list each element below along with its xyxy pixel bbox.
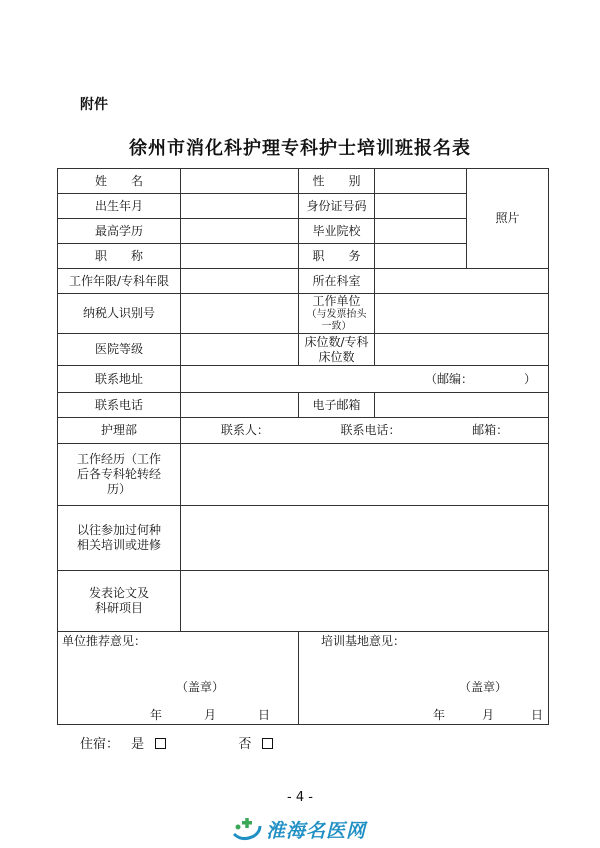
beds-label: 床位数/专科床位数 [299,334,375,366]
base-opinion-label: 培训基地意见： [321,634,406,648]
unit-year-label: 年 [150,708,163,722]
position-label: 职 务 [299,244,375,269]
past-training-field[interactable] [181,506,549,571]
department-label: 所在科室 [299,269,375,294]
lodging-no-option[interactable] [238,737,281,752]
work-years-label: 工作年限/专科年限 [58,269,181,294]
graduate-school-label: 毕业院校 [299,219,375,244]
registration-form [57,168,549,725]
employer-label [299,294,375,334]
papers-field[interactable] [181,571,549,632]
papers-label: 发表论文及科研项目 [58,571,181,632]
title-rank-field[interactable] [181,244,299,269]
id-number-label: 身份证号码 [299,194,375,219]
education-label: 最高学历 [58,219,181,244]
unit-opinion-label: 单位推荐意见： [62,634,147,648]
attachment-label: 附件 [80,97,108,113]
title-rank-label: 职 称 [58,244,181,269]
base-date [433,708,543,723]
tax-id-label: 纳税人识别号 [58,294,181,334]
contact-email-label: 邮箱： [472,423,509,437]
postcode-label: （邮编： [425,371,474,386]
email-field[interactable] [375,393,549,418]
contact-person-label: 联系人： [220,423,269,437]
graduate-school-field[interactable] [375,219,467,244]
site-logo [232,816,366,843]
lodging-yes-label: 是 [131,737,145,752]
employer-note: （与发票抬头一致） [306,309,367,332]
lodging-row [80,733,289,752]
id-number-field[interactable] [375,194,467,219]
employer-field[interactable] [375,294,549,334]
base-year-label: 年 [433,708,446,722]
work-history-field[interactable] [181,444,549,506]
department-field[interactable] [375,269,549,294]
form-title: 徐州市消化科护理专科护士培训班报名表 [129,138,471,159]
lodging-no-label: 否 [238,737,252,752]
base-day-label: 日 [530,708,543,722]
hospital-level-label: 医院等级 [58,334,181,366]
employer-label-text: 工作单位 [312,294,361,308]
lodging-label: 住宿： [80,737,120,752]
base-month-label: 月 [481,708,494,722]
name-field[interactable] [181,169,299,194]
address-field[interactable] [181,366,549,393]
gender-label: 性 别 [299,169,375,194]
logo-mark-icon [232,818,262,842]
unit-seal-label: （盖章） [176,680,225,694]
nursing-dept-field[interactable] [181,418,549,444]
contact-phone-label: 联系电话： [340,423,401,437]
gender-field[interactable] [375,169,467,194]
photo-label: 照片 [495,211,520,225]
work-history-label: 工作经历（工作后各专科轮转经历） [58,444,181,506]
photo-box[interactable] [467,169,549,269]
work-years-field[interactable] [181,269,299,294]
address-label: 联系地址 [58,366,181,393]
birth-field[interactable] [181,194,299,219]
past-training-label: 以往参加过何种相关培训或进修 [58,506,181,571]
phone-field[interactable] [181,393,299,418]
base-seal-label: （盖章） [459,680,508,694]
unit-day-label: 日 [257,708,270,722]
base-opinion-box[interactable] [299,632,549,725]
lodging-yes-option[interactable] [131,737,174,752]
unit-month-label: 月 [203,708,216,722]
unit-opinion-box[interactable] [58,632,299,725]
beds-field[interactable] [375,334,549,366]
logo-text: 淮海名医网 [266,820,367,842]
phone-label: 联系电话 [58,393,181,418]
lodging-yes-checkbox[interactable] [155,738,166,749]
position-field[interactable] [375,244,467,269]
birth-label: 出生年月 [58,194,181,219]
tax-id-field[interactable] [181,294,299,334]
lodging-no-checkbox[interactable] [262,738,273,749]
page-number: - 4 - [287,790,313,805]
nursing-dept-label: 护理部 [58,418,181,444]
unit-date [150,708,270,723]
postcode-close: ） [523,371,536,386]
hospital-level-field[interactable] [181,334,299,366]
email-label: 电子邮箱 [299,393,375,418]
name-label: 姓 名 [58,169,181,194]
education-field[interactable] [181,219,299,244]
